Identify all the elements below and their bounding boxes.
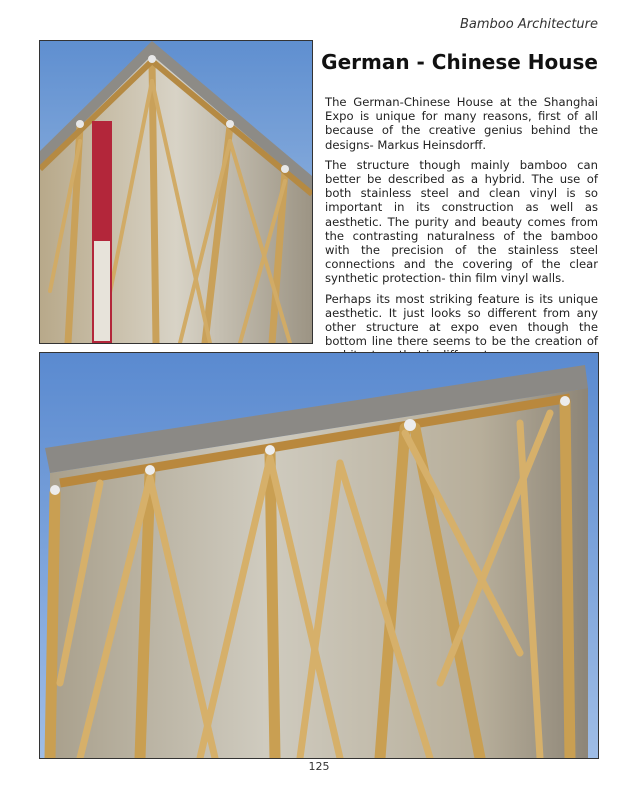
page-number: 125 [308, 760, 330, 773]
article-body [325, 95, 598, 369]
page-title: German - Chinese House [321, 50, 598, 74]
paragraph: The German-Chinese House at the Shanghai Expo is unique for many reasons, first of all because of the creative genius behind the designs- Markus Heinsdorff. [325, 95, 598, 152]
running-header: Bamboo Architecture [460, 17, 598, 32]
paragraph: Perhaps its most striking feature is its unique aesthetic. It just looks so different from any other structure at expo even though the bottom line there seems to be the creation of [325, 291, 598, 349]
paragraph: The structure though mainly bamboo can better be described as a hybrid. The use of both stainless steel and clean vinyl is so important in its construction as well as aesthetic. The purity and beauty comes from the contrasting naturalness of the bamboo with the precision of the stainless steel connections and the covering of the clear synthetic protection- thin film vinyl walls. [325, 157, 598, 286]
pavilion-facade-photo [39, 352, 599, 759]
pavilion-corner-photo [39, 40, 313, 344]
